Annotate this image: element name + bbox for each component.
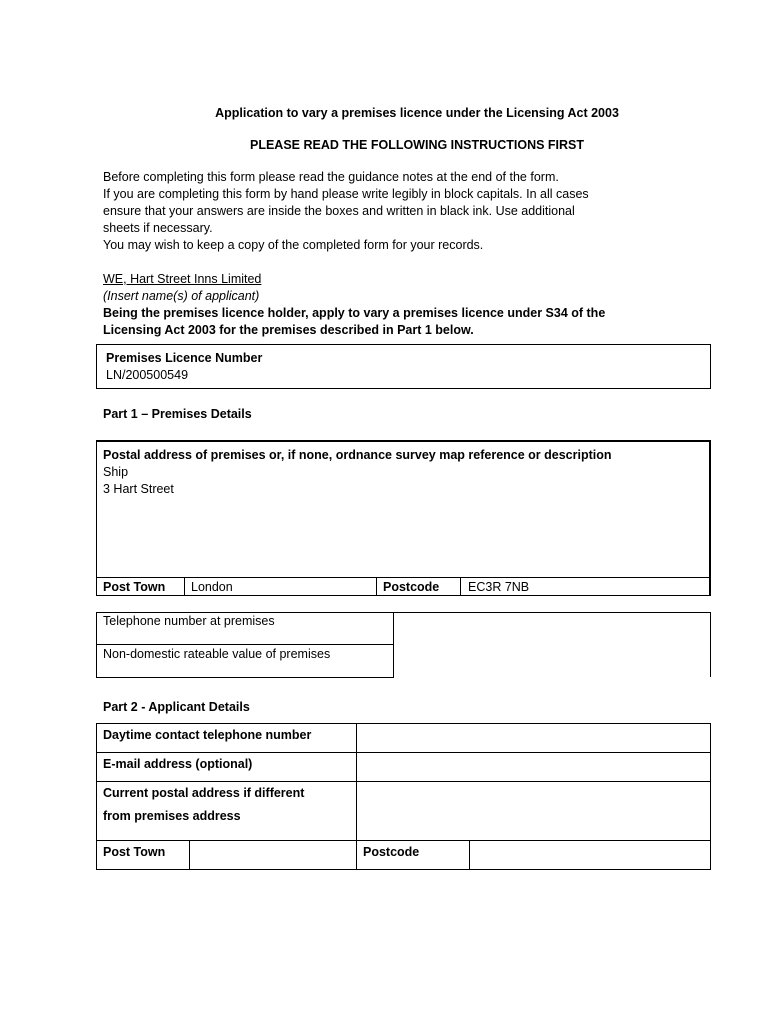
- instruction-line-4: sheets if necessary.: [103, 221, 213, 235]
- post-town-row-top: [96, 577, 711, 578]
- applicant-post-town-label: Post Town: [103, 845, 166, 859]
- premises-post-town-value[interactable]: London: [191, 580, 233, 594]
- instruction-line-1: Before completing this form please read the guidance notes at the end of the form.: [103, 170, 559, 184]
- applicant-name: WE, Hart Street Inns Limited: [103, 272, 262, 286]
- instructions-heading: PLEASE READ THE FOLLOWING INSTRUCTIONS FIRST: [249, 138, 585, 152]
- current-postal-label-1: Current postal address if different: [103, 786, 305, 800]
- tel-table-row-divider: [96, 644, 394, 645]
- premises-postcode-label: Postcode: [383, 580, 440, 594]
- tel-table-bottom: [96, 677, 394, 678]
- applicant-statement-2: Licensing Act 2003 for the premises described in Part 1 below.: [103, 323, 474, 337]
- applicant-post-town-field[interactable]: [190, 841, 356, 869]
- email-address-field[interactable]: [357, 753, 710, 781]
- licence-number-value[interactable]: LN/200500549: [106, 368, 189, 382]
- tel-table-right: [710, 612, 711, 677]
- daytime-telephone-field[interactable]: [357, 724, 710, 752]
- applicant-postcode-field[interactable]: [470, 841, 710, 869]
- applicant-statement-1: Being the premises licence holder, apply to vary a premises licence under S34 of the: [103, 306, 606, 320]
- part1-heading: Part 1 – Premises Details: [103, 407, 252, 421]
- email-address-label: E-mail address (optional): [103, 757, 253, 771]
- premises-post-town-label: Post Town: [103, 580, 166, 594]
- instruction-line-5: You may wish to keep a copy of the completed form for your records.: [103, 238, 484, 252]
- premises-address-line2[interactable]: 3 Hart Street: [103, 482, 174, 496]
- part2-heading: Part 2 - Applicant Details: [103, 700, 250, 714]
- applicant-postcode-label: Postcode: [363, 845, 420, 859]
- applicant-note: (Insert name(s) of applicant): [103, 289, 260, 303]
- postcode-label-right: [460, 577, 461, 596]
- instruction-line-3: ensure that your answers are inside the boxes and written in black ink. Use additional: [103, 204, 575, 218]
- premises-address-box[interactable]: [96, 440, 711, 596]
- premises-telephone-field[interactable]: [394, 613, 710, 644]
- premises-rateable-field[interactable]: [394, 645, 710, 677]
- instruction-line-2: If you are completing this form by hand please write legibly in block capitals. In all cases: [103, 187, 589, 201]
- daytime-telephone-label: Daytime contact telephone number: [103, 728, 312, 742]
- premises-rateable-label: Non-domestic rateable value of premises: [103, 647, 331, 661]
- form-title: Application to vary a premises licence under the Licensing Act 2003: [215, 106, 619, 120]
- current-postal-label-2: from premises address: [103, 809, 241, 823]
- premises-telephone-label: Telephone number at premises: [103, 614, 275, 628]
- post-town-divider: [184, 577, 185, 596]
- premises-address-label: Postal address of premises or, if none, ordnance survey map reference or description: [103, 448, 612, 462]
- postcode-label-left: [376, 577, 377, 596]
- premises-postcode-value[interactable]: EC3R 7NB: [468, 580, 530, 594]
- current-postal-field[interactable]: [357, 782, 710, 840]
- premises-address-line1[interactable]: Ship: [103, 465, 129, 479]
- licence-number-label: Premises Licence Number: [106, 351, 263, 365]
- applicant-postcode-left: [356, 840, 357, 870]
